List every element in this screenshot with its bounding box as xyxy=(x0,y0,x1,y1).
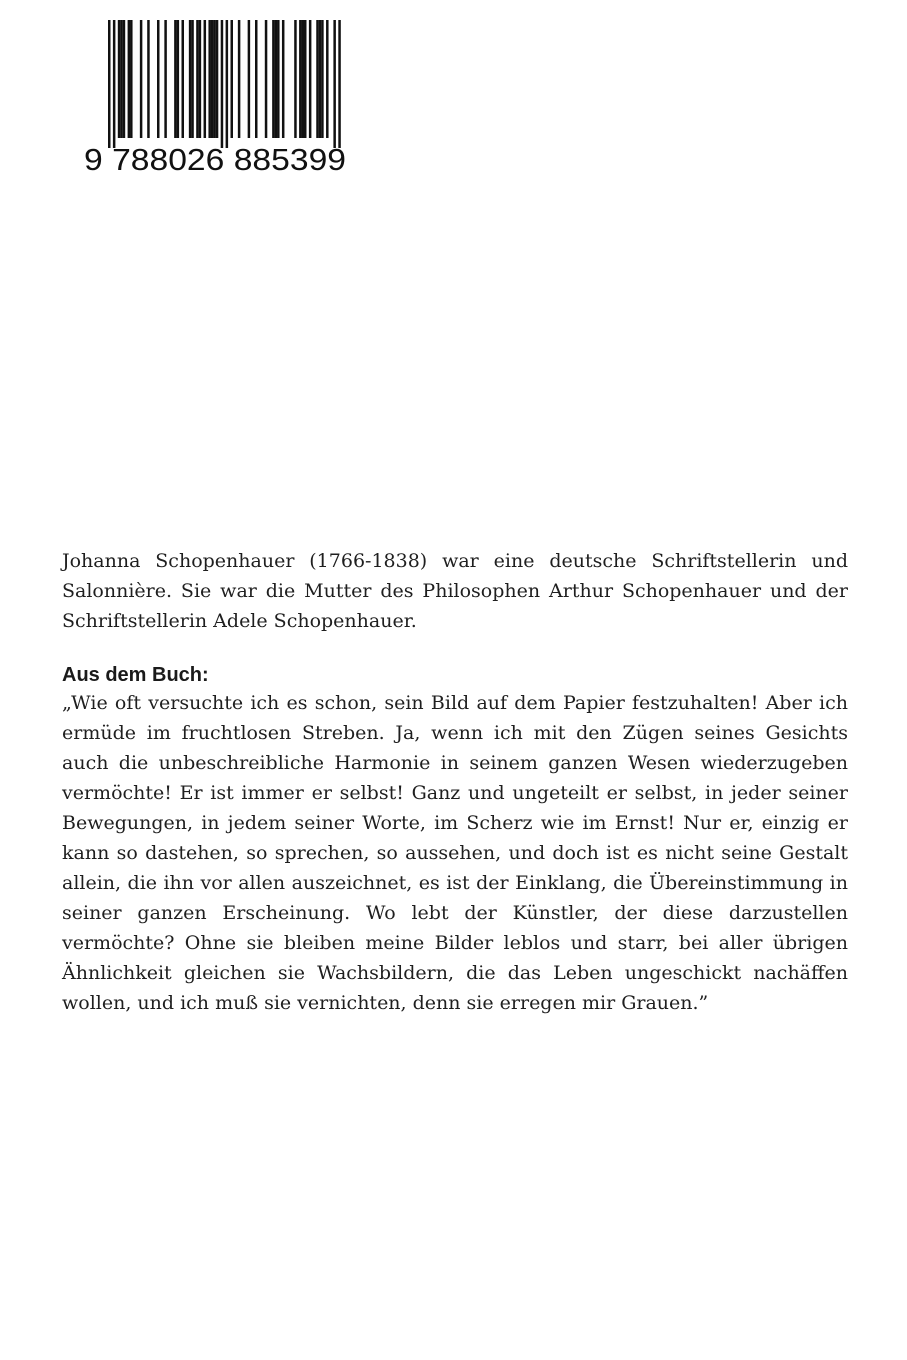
excerpt-text: „Wie oft versuchte ich es schon, sein Bild auf dem Papier festzuhalten! Aber ich ermüde im fruchtlosen Streben. Ja, wenn ich mit den Zügen seines Gesichts auch die unbeschreibliche Harmonie in seinem ganzen Wesen wiederzugeben vermöchte! Er ist immer er selbst! Ganz und ungeteilt er selbst, in jeder seiner Bewegungen, in jedem seiner Worte, im Scherz wie im Ernst! Nur er, einzig er kann so dastehen, so sprechen, so aussehen, und doch ist es nicht seine Gestalt allein, die ihn vor allen auszeichnet, es ist der Einklang, die Übereinstimmung in seiner ganzen Erscheinung. Wo lebt der Künstler, der diese darzustellen vermöchte? Ohne sie bleiben meine Bilder leblos und starr, bei aller übrigen Ähnlichkeit gleichen sie Wachsbildern, die das Leben ungeschickt nachäffen wollen, und ich muß sie vernichten, denn sie erregen mir Grauen.” xyxy=(62,692,848,1014)
barcode-bar xyxy=(309,20,312,138)
barcode-bar xyxy=(140,20,143,138)
barcode-bar xyxy=(272,20,275,138)
barcode-bar xyxy=(221,20,224,148)
barcode-bar xyxy=(316,20,319,138)
barcode-bar xyxy=(294,20,297,138)
barcode-bar xyxy=(277,20,280,138)
barcode-bar xyxy=(164,20,167,138)
barcode-bar xyxy=(120,20,123,138)
barcode-bar xyxy=(108,20,111,148)
barcode-bar xyxy=(304,20,307,138)
barcode-bar xyxy=(265,20,268,138)
excerpt-heading: Aus dem Buch: xyxy=(62,664,209,686)
barcode-bars xyxy=(108,20,341,148)
barcode-bar xyxy=(238,20,241,138)
barcode-bar xyxy=(123,20,126,138)
barcode-bar xyxy=(157,20,160,138)
barcode-bar xyxy=(226,20,229,148)
barcode-bar xyxy=(248,20,251,138)
barcode-bar xyxy=(338,20,341,148)
barcode-digits: 9 788026 885399 xyxy=(84,142,346,177)
barcode-bar xyxy=(189,20,192,138)
barcode-bar xyxy=(333,20,336,148)
barcode-bar xyxy=(204,20,207,138)
barcode-bar xyxy=(113,20,116,148)
barcode-bar xyxy=(211,20,214,138)
barcode-bar xyxy=(118,20,121,138)
barcode-bar xyxy=(282,20,285,138)
barcode-bar xyxy=(199,20,202,138)
author-biography: Johanna Schopenhauer (1766-1838) war eine deutsche Schriftstellerin und Salonnière. Sie war die Mutter des Philosophen Arthur Schopenhauer und der Schriftstellerin Adele Schopenhauer. xyxy=(62,550,848,632)
barcode-bar xyxy=(299,20,302,138)
barcode-bar xyxy=(275,20,278,138)
barcode-bar xyxy=(128,20,131,138)
barcode-bar xyxy=(326,20,329,138)
barcode-bar xyxy=(255,20,258,138)
barcode-bar xyxy=(147,20,150,138)
barcode-bar xyxy=(216,20,219,138)
barcode-bar xyxy=(319,20,322,138)
barcode-bar xyxy=(130,20,133,138)
barcode-bar xyxy=(174,20,177,138)
barcode-bar xyxy=(321,20,324,138)
barcode-graphic xyxy=(80,18,350,178)
barcode-bar xyxy=(196,20,199,138)
barcode-bar xyxy=(231,20,234,138)
barcode-bar xyxy=(191,20,194,138)
barcode-bar xyxy=(302,20,305,138)
isbn-barcode xyxy=(80,18,350,178)
barcode-bar xyxy=(182,20,185,138)
barcode-bar xyxy=(208,20,211,138)
barcode-bar xyxy=(213,20,216,138)
barcode-bar xyxy=(177,20,180,138)
